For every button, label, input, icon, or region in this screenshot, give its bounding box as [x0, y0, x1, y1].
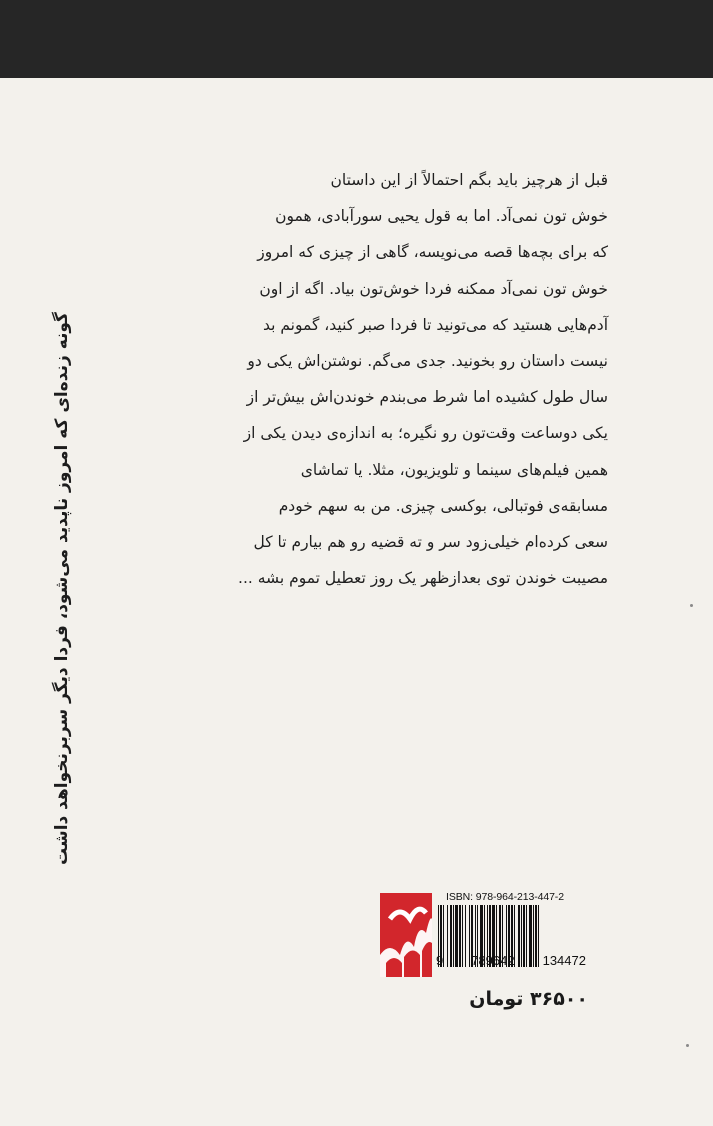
blurb-line: سال طول کشیده اما شرط می‌بندم خوندن‌اش بیش‌تر از — [246, 388, 608, 407]
barcode-digits — [436, 953, 586, 968]
blurb-line: همین فیلم‌های سینما و تلویزیون، مثلا. یا تماشای — [300, 460, 608, 479]
blurb-line: مصیبت خوندن توی بعدازظهر یک روز تعطیل تموم بشه ... — [238, 569, 608, 588]
barcode-digit-group: 134472 — [542, 953, 586, 968]
vertical-tagline: گونه زنده‌ای که امروز ناپدید می‌شود، فردا دیگر سربرنخواهد داشت — [52, 312, 72, 865]
barcode-digit-group: 9 — [436, 953, 444, 968]
blurb-line: یکی دوساعت وقت‌تون رو نگیره؛ به اندازه‌ی دیدن یکی از — [243, 424, 608, 443]
blurb-line: خوش تون نمی‌آد. اما به قول یحیی سورآبادی، همون — [275, 207, 608, 226]
blurb-line: نیست داستان رو بخونید. جدی می‌گم. نوشتن‌اش یکی دو — [247, 352, 608, 371]
price-label: ۳۶۵۰۰ تومان — [469, 988, 588, 1010]
decorative-dot — [690, 604, 693, 607]
blurb-line: قبل از هرچیز باید بگم احتمالاً از این داستان — [330, 171, 608, 189]
publisher-logo-icon — [380, 893, 432, 977]
isbn-label: ISBN: 978-964-213-447-2 — [446, 891, 564, 903]
blurb-line: که برای بچه‌ها قصه می‌نویسه، گاهی از چیزی که امروز — [257, 243, 608, 262]
blurb-line: خوش تون نمی‌آد ممکنه فردا خوش‌تون بیاد. اگه از اون — [259, 279, 608, 298]
back-cover-blurb — [190, 162, 608, 596]
decorative-dot — [686, 1044, 689, 1047]
blurb-line: مسابقه‌ی فوتبالی، بوکسی چیزی. من به سهم خودم — [278, 496, 608, 515]
top-dark-band — [0, 0, 713, 78]
blurb-line: آدم‌هایی هستید که می‌تونید تا فردا صبر کنید، گمونم بد — [262, 315, 608, 334]
isbn-barcode-block — [434, 891, 586, 979]
blurb-line: سعی کرده‌ام خیلی‌زود سر و ته قضیه رو هم بیارم تا کل — [253, 533, 608, 552]
barcode-digit-group: 789642 — [471, 953, 515, 968]
